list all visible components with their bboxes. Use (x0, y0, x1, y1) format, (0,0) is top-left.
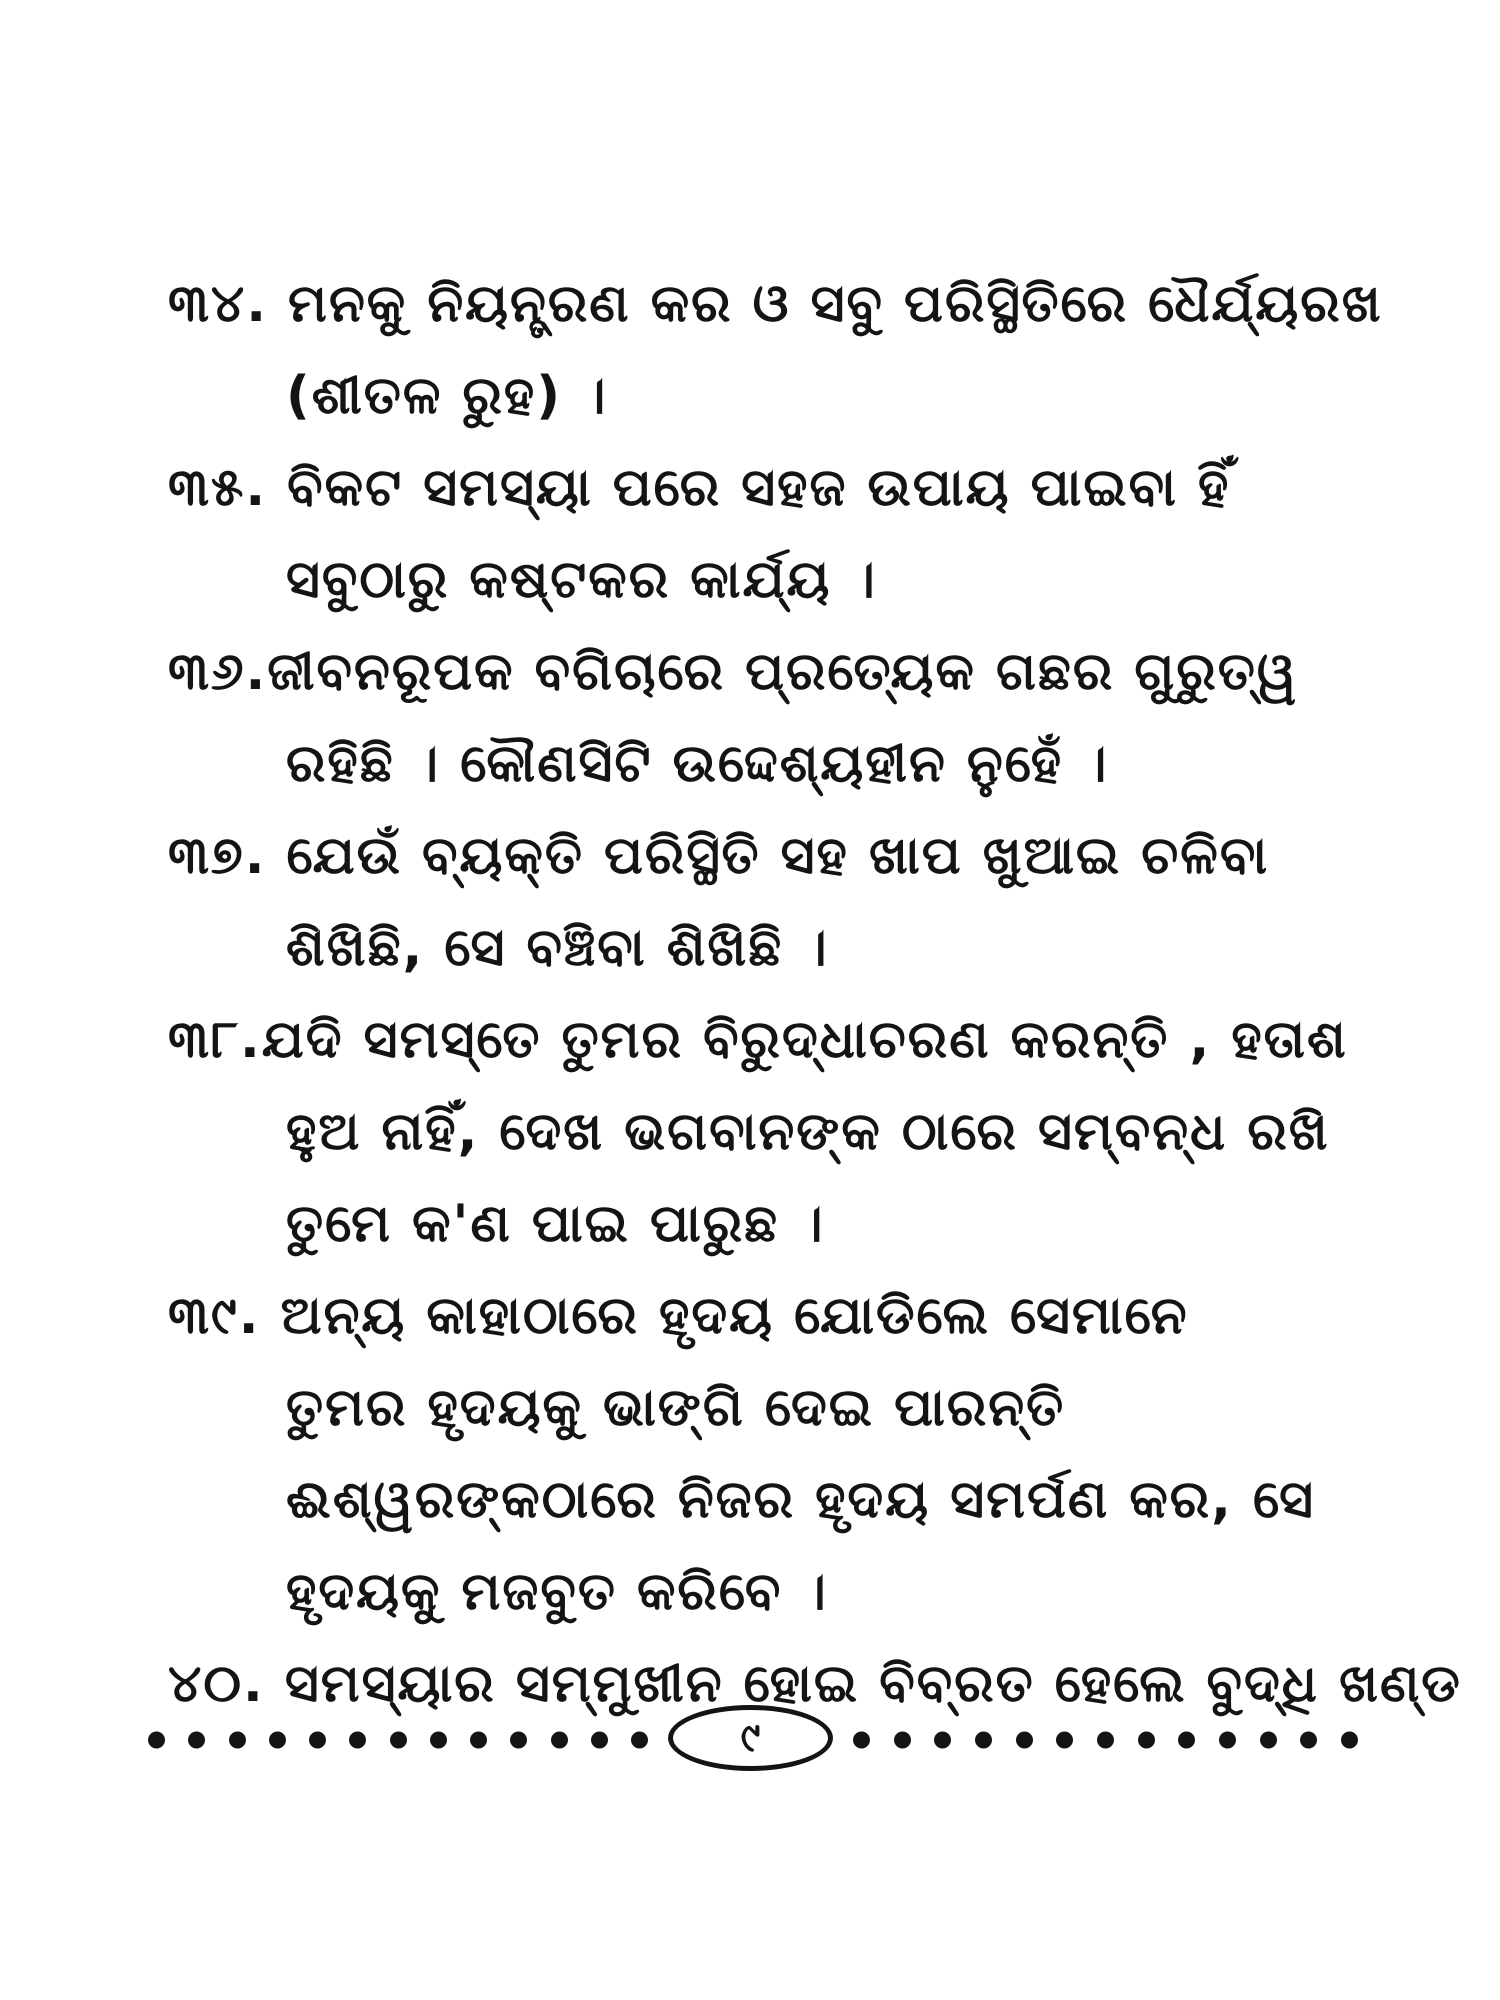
quote-37-line-2: ଶିଖିଛି, ସେ ବଞ୍ଚିବା ଶିଖିଛି । (286, 918, 829, 978)
dot-ornament (1219, 1732, 1236, 1749)
page-number: ୯ (668, 1705, 833, 1771)
dot-ornament (1138, 1732, 1155, 1749)
dot-ornament (975, 1732, 992, 1749)
quote-36-line-2: ରହିଛି । କୌଣସିଟି ଉଦ୍ଦେଶ୍ୟହୀନ ନୁହେଁ । (286, 734, 1109, 794)
quote-38-line-3: ତୁମେ କ'ଣ ପାଇ ପାରୁଛ । (286, 1194, 825, 1254)
quote-39-line-3: ଈଶ୍ୱରଙ୍କଠାରେ ନିଜର ହୃଦୟ ସମର୍ପଣ କର, ସେ (286, 1470, 1315, 1530)
dot-ornament (148, 1732, 165, 1749)
dot-ornament (631, 1732, 648, 1749)
footer-dots-left (148, 1732, 648, 1749)
dot-ornament (934, 1732, 951, 1749)
dot-ornament (229, 1732, 246, 1749)
dot-ornament (309, 1732, 326, 1749)
dot-ornament (853, 1732, 870, 1749)
dot-ornament (510, 1732, 527, 1749)
dot-ornament (551, 1732, 568, 1749)
dot-ornament (1260, 1732, 1277, 1749)
dot-ornament (188, 1732, 205, 1749)
dot-ornament (349, 1732, 366, 1749)
dot-ornament (1300, 1732, 1317, 1749)
dot-ornament (1016, 1732, 1033, 1749)
dot-ornament (894, 1732, 911, 1749)
quote-39-line-1: ୩୯. ଅନ୍ୟ କାହାଠାରେ ହୃଦୟ ଯୋଡିଲେ ସେମାନେ (168, 1286, 1189, 1346)
dot-ornament (430, 1732, 447, 1749)
quote-36-line-1: ୩୬.ଜୀବନରୂପକ ବଗିଚାରେ ପ୍ରତ୍ୟେକ ଗଛର ଗୁରୁତ୍ୱ (168, 642, 1299, 702)
dot-ornament (390, 1732, 407, 1749)
dot-ornament (1178, 1732, 1195, 1749)
quote-38-line-2: ହୁଅ ନାହିଁ, ଦେଖ ଭଗବାନଙ୍କ ଠାରେ ସମ୍ବନ୍ଧ ରଖି (286, 1102, 1330, 1162)
dot-ornament (269, 1732, 286, 1749)
quote-34-line-2: (ଶୀତଳ ରୁହ) । (286, 366, 608, 426)
quote-38-line-1: ୩୮.ଯଦି ସମସ୍ତେ ତୁମର ବିରୁଦ୍ଧାଚରଣ କରନ୍ତି , ହତାଶ (168, 1010, 1348, 1070)
dot-ornament (470, 1732, 487, 1749)
quote-40-line-1: ୪୦. ସମସ୍ୟାର ସମ୍ମୁଖୀନ ହୋଇ ବିବ୍ରତ ହେଲେ ବୁଦ୍ଧି ଖଣ୍ଡ (168, 1654, 1462, 1714)
quote-34-line-1: ୩୪. ମନକୁ ନିୟନ୍ତ୍ରଣ କର ଓ ସବୁ ପରିସ୍ଥିତିରେ ଧୈର୍ଯ୍ୟରଖ (168, 274, 1383, 334)
footer-dots-right (853, 1732, 1358, 1749)
quote-37-line-1: ୩୭. ଯେଉଁ ବ୍ୟକ୍ତି ପରିସ୍ଥିତି ସହ ଖାପ ଖୁଆଇ ଚଳିବା (168, 826, 1270, 886)
page-footer (148, 1705, 1358, 1775)
quote-39-line-4: ହୃଦୟକୁ ମଜବୁତ କରିବେ । (286, 1562, 828, 1622)
quote-35-line-1: ୩୫. ବିକଟ ସମସ୍ୟା ପରେ ସହଜ ଉପାୟ ପାଇବା ହିଁ (168, 458, 1231, 518)
quotes-list (168, 258, 1462, 1730)
dot-ornament (1056, 1732, 1073, 1749)
dot-ornament (1097, 1732, 1114, 1749)
quote-35-line-2: ସବୁଠାରୁ କଷ୍ଟକର କାର୍ଯ୍ୟ । (286, 550, 877, 610)
quote-39-line-2: ତୁମର ହୃଦୟକୁ ଭାଙ୍ଗି ଦେଇ ପାରନ୍ତି (286, 1378, 1066, 1438)
dot-ornament (591, 1732, 608, 1749)
dot-ornament (1341, 1732, 1358, 1749)
